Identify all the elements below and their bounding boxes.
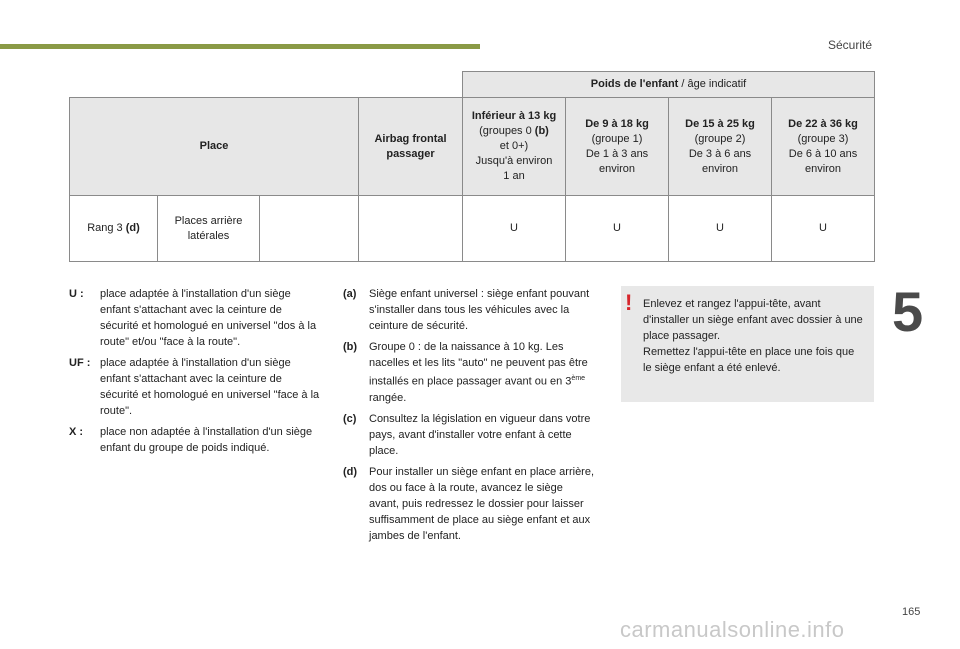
legend-item: U : place adaptée à l'installation d'un siège enfant s'attachant avec la ceinture de sécurité et homologué en universel "dos à la route" et/ou "face à la route". xyxy=(69,288,317,348)
row-value-1: U xyxy=(566,196,669,262)
weight-col-3: De 22 à 36 kg (groupe 3) De 6 à 10 ans environ xyxy=(772,98,875,196)
row-rang: Rang 3 (d) xyxy=(70,196,158,262)
legend-notes xyxy=(69,286,321,461)
section-title: Sécurité xyxy=(827,38,872,52)
weight-col-1: De 9 à 18 kg (groupe 1) De 1 à 3 ans environ xyxy=(566,98,669,196)
header-accent-bar xyxy=(0,44,480,49)
airbag-header: Airbag frontal passager xyxy=(359,98,463,196)
row-empty xyxy=(260,196,359,262)
weight-col-2: De 15 à 25 kg (groupe 2) De 3 à 6 ans environ xyxy=(669,98,772,196)
chapter-number: 5 xyxy=(892,280,924,343)
place-header: Place xyxy=(70,98,359,196)
footnote-item: (b) Groupe 0 : de la naissance à 10 kg. Les nacelles et les lits "auto" ne peuvent pas être installés en place passager avant ou en 3ème rangée. xyxy=(343,341,588,404)
legend-item: X : place non adaptée à l'installation d'un siège enfant du groupe de poids indiqué. xyxy=(69,426,313,454)
page-number: 165 xyxy=(902,606,921,618)
footnote-item: (d) Pour installer un siège enfant en place arrière, dos ou face à la route, avancez le siège avant, puis redressez le dossier pour laisser suffisamment de place au siège enfant et aux jambes de l'enfant. xyxy=(343,465,595,542)
row-place: Places arrière latérales xyxy=(158,196,260,262)
child-seat-table xyxy=(69,71,875,262)
row-value-2: U xyxy=(669,196,772,262)
watermark: carmanualsonline.info xyxy=(620,617,845,642)
weight-col-0: Inférieur à 13 kg (groupes 0 (b) et 0+) Jusqu'à environ 1 an xyxy=(463,98,566,196)
row-value-0: U xyxy=(463,196,566,262)
legend-item: UF : place adaptée à l'installation d'un siège enfant s'attachant avec la ceinture de sécurité et homologué en universel "face à la route". xyxy=(69,357,320,417)
footnote-item: (a) Siège enfant universel : siège enfant pouvant s'installer dans tous les véhicules avec la ceinture de sécurité. xyxy=(343,288,590,332)
weight-header: Poids de l'enfant / âge indicatif xyxy=(463,72,875,98)
table-row xyxy=(70,196,875,262)
footnote-item: (c) Consultez la législation en vigueur dans votre pays, avant d'installer votre enfant à cette place. xyxy=(343,412,591,457)
warning-icon: ! xyxy=(625,290,633,315)
footnotes xyxy=(343,286,595,549)
warning-text: Enlevez et rangez l'appui-tête, avant d'installer un siège enfant avec dossier à une place passager. Remettez l'appui-tête en place une fois que le siège enfant a été enlevé. xyxy=(643,298,863,374)
row-airbag xyxy=(359,196,463,262)
row-value-3: U xyxy=(772,196,875,262)
